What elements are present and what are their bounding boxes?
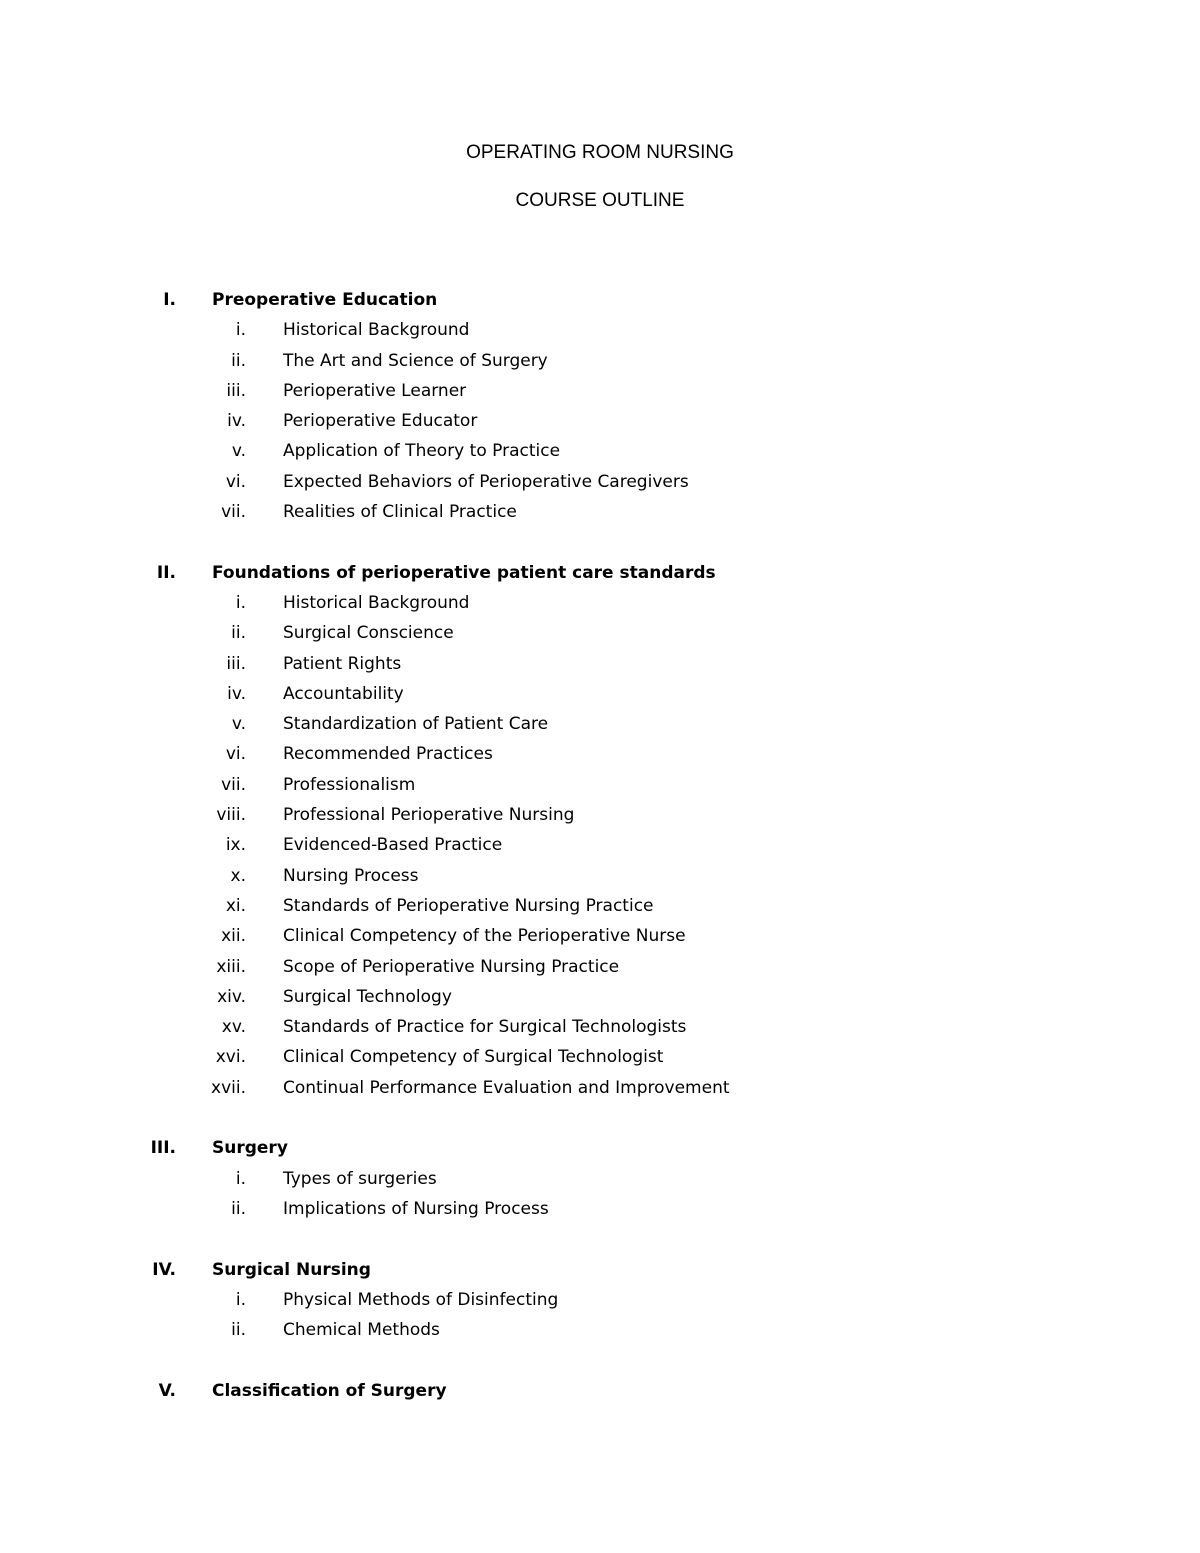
item-text: Clinical Competency of the Perioperative Nurse — [283, 926, 686, 947]
section-heading — [0, 562, 1200, 592]
item-numeral: ii. — [231, 1320, 246, 1341]
section-numeral: III. — [150, 1138, 176, 1159]
item-text: Standardization of Patient Care — [283, 714, 549, 735]
list-item — [0, 1319, 1200, 1349]
course-outline — [0, 289, 1200, 1440]
list-item — [0, 350, 1200, 380]
item-text: Expected Behaviors of Perioperative Caregivers — [283, 471, 689, 492]
section-heading — [0, 1380, 1200, 1410]
item-numeral: iii. — [226, 653, 246, 674]
item-numeral: i. — [235, 1168, 246, 1189]
section-numeral: I. — [163, 290, 176, 310]
item-numeral: x. — [230, 865, 246, 886]
outline-section — [0, 1380, 1200, 1410]
item-numeral: iv. — [227, 411, 246, 432]
section-heading-text: Surgical Nursing — [212, 1259, 371, 1280]
item-text: Patient Rights — [283, 653, 402, 674]
item-numeral: ii. — [231, 623, 246, 644]
item-numeral: ix. — [225, 835, 246, 856]
section-numeral: II. — [156, 562, 176, 583]
outline-section — [0, 289, 1200, 531]
list-item — [0, 1046, 1200, 1076]
section-numeral: V. — [158, 1380, 176, 1401]
list-item — [0, 1198, 1200, 1228]
item-text: Surgical Technology — [283, 986, 452, 1007]
item-text: Types of surgeries — [283, 1168, 437, 1189]
item-text: Standards of Practice for Surgical Technologists — [283, 1017, 687, 1038]
list-item — [0, 622, 1200, 652]
item-text: Application of Theory to Practice — [283, 441, 561, 462]
list-item — [0, 956, 1200, 986]
item-text: Accountability — [283, 683, 404, 704]
item-text: Perioperative Educator — [283, 411, 478, 432]
list-item — [0, 380, 1200, 410]
section-heading — [0, 1137, 1200, 1167]
list-item — [0, 1289, 1200, 1319]
item-text: Clinical Competency of Surgical Technologist — [283, 1047, 664, 1068]
item-text: Recommended Practices — [283, 744, 493, 765]
list-item — [0, 774, 1200, 804]
item-numeral: v. — [231, 441, 246, 462]
item-text: Physical Methods of Disinfecting — [283, 1289, 559, 1310]
list-item — [0, 1016, 1200, 1046]
item-numeral: vi. — [225, 471, 246, 492]
list-item — [0, 1077, 1200, 1107]
list-item — [0, 471, 1200, 501]
outline-section — [0, 562, 1200, 1107]
item-numeral: i. — [235, 320, 246, 341]
item-numeral: xi. — [225, 895, 246, 916]
item-text: Perioperative Learner — [283, 380, 467, 401]
item-text: Evidenced-Based Practice — [283, 835, 503, 856]
list-item — [0, 592, 1200, 622]
item-numeral: xv. — [221, 1017, 246, 1038]
item-numeral: xvii. — [211, 1077, 246, 1098]
section-heading-text: Surgery — [212, 1138, 288, 1159]
list-item — [0, 743, 1200, 773]
item-text: Professional Perioperative Nursing — [283, 805, 575, 826]
list-item — [0, 653, 1200, 683]
list-item — [0, 986, 1200, 1016]
item-numeral: xvi. — [215, 1047, 246, 1068]
item-numeral: xii. — [221, 926, 246, 947]
item-numeral: v. — [231, 714, 246, 735]
item-text: Implications of Nursing Process — [283, 1198, 549, 1219]
section-numeral: IV. — [152, 1259, 176, 1280]
item-text: Scope of Perioperative Nursing Practice — [283, 956, 620, 977]
item-numeral: iii. — [226, 380, 246, 401]
item-numeral: iv. — [227, 683, 246, 704]
item-text: Nursing Process — [283, 865, 419, 886]
item-numeral: i. — [235, 1289, 246, 1310]
list-item — [0, 1168, 1200, 1198]
item-text: Surgical Conscience — [283, 623, 454, 644]
item-text: Historical Background — [283, 320, 470, 341]
item-numeral: vi. — [225, 744, 246, 765]
section-heading-text: Classification of Surgery — [212, 1380, 447, 1401]
document-subtitle: COURSE OUTLINE — [515, 190, 685, 211]
item-numeral: xiii. — [216, 956, 246, 977]
item-text: Professionalism — [283, 774, 416, 795]
list-item — [0, 895, 1200, 925]
list-item — [0, 501, 1200, 531]
section-heading — [0, 1259, 1200, 1289]
list-item — [0, 319, 1200, 349]
list-item — [0, 925, 1200, 955]
item-numeral: ii. — [231, 350, 246, 371]
outline-section — [0, 1259, 1200, 1350]
list-item — [0, 834, 1200, 864]
list-item — [0, 440, 1200, 470]
item-text: Chemical Methods — [283, 1320, 440, 1341]
item-numeral: viii. — [216, 805, 246, 826]
item-text: Realities of Clinical Practice — [283, 502, 517, 523]
item-text: Continual Performance Evaluation and Improvement — [283, 1077, 730, 1098]
item-numeral: i. — [235, 592, 246, 613]
item-numeral: vii. — [221, 774, 246, 795]
section-heading-text: Preoperative Education — [212, 290, 438, 310]
item-numeral: ii. — [231, 1198, 246, 1219]
list-item — [0, 713, 1200, 743]
list-item — [0, 410, 1200, 440]
list-item — [0, 865, 1200, 895]
section-heading-text: Foundations of perioperative patient care standards — [212, 562, 716, 583]
item-numeral: xiv. — [217, 986, 246, 1007]
document-title: OPERATING ROOM NURSING — [466, 142, 734, 163]
list-item — [0, 804, 1200, 834]
outline-section — [0, 1137, 1200, 1228]
list-item — [0, 683, 1200, 713]
item-numeral: vii. — [221, 502, 246, 523]
item-text: The Art and Science of Surgery — [283, 350, 548, 371]
item-text: Standards of Perioperative Nursing Practice — [283, 895, 654, 916]
section-heading — [0, 289, 1200, 319]
item-text: Historical Background — [283, 592, 470, 613]
